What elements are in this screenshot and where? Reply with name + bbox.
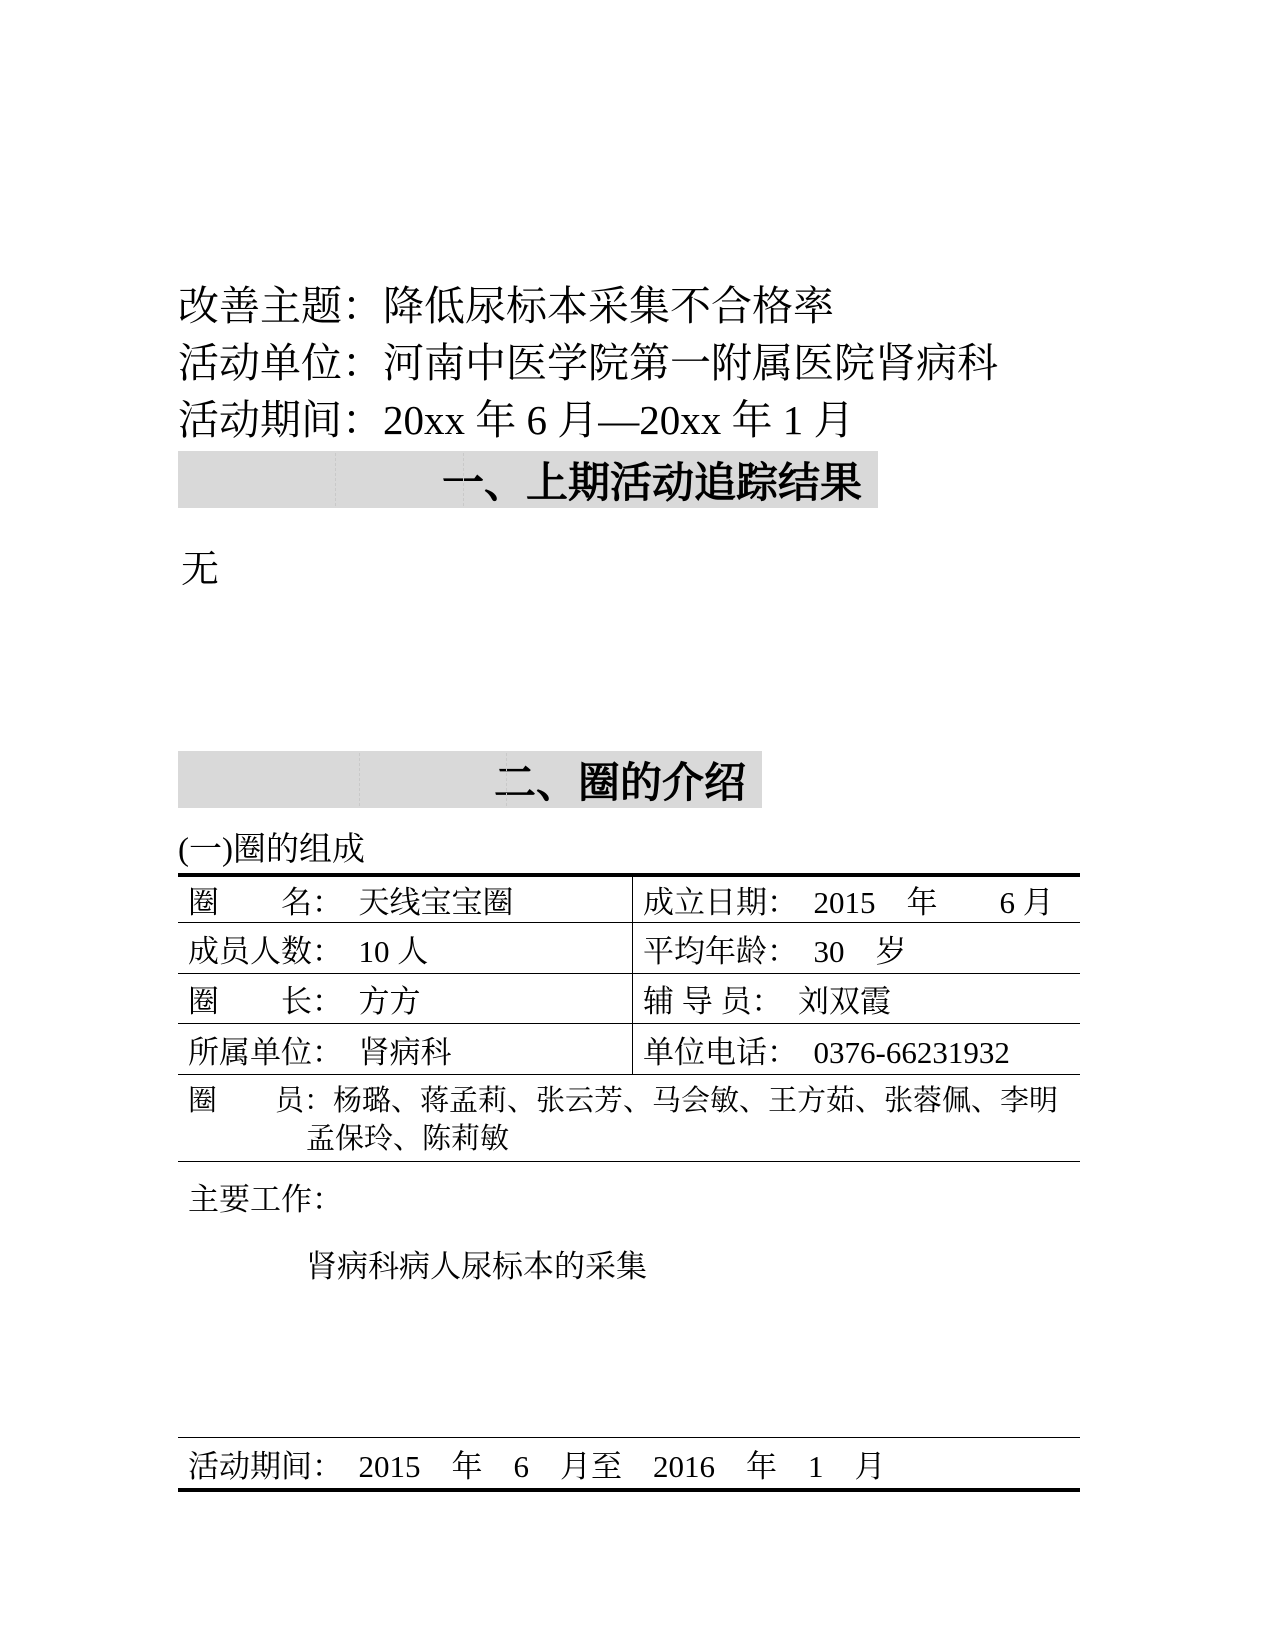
circle-name-cell: 圈 名： 天线宝宝圈: [178, 877, 633, 922]
founding-date-cell: 成立日期： 2015 年 6 月: [643, 885, 1054, 920]
tab-stop-mark: [359, 753, 360, 806]
table-row: [178, 923, 1080, 974]
document-header: [178, 278, 998, 449]
activity-period-row: [178, 1438, 1080, 1488]
tab-stop-mark: [335, 453, 336, 506]
section1-heading: 一、上期活动追踪结果: [441, 460, 862, 507]
table-row: [178, 974, 1080, 1024]
member-count-cell: 成员人数： 10 人: [178, 923, 633, 973]
section2-heading-band: [178, 751, 762, 808]
average-age-cell: 平均年龄： 30 岁: [643, 933, 907, 969]
affiliation-cell: 所属单位： 肾病科: [178, 1024, 633, 1074]
main-work-row: [178, 1162, 1080, 1438]
activity-period-cell: 活动期间： 2015 年 6 月至 2016 年 1 月: [188, 1448, 886, 1484]
table-row: [178, 877, 1080, 923]
advisor-cell: 辅 导 员： 刘双霞: [643, 984, 891, 1019]
unit-phone-cell: 单位电话： 0376-66231932: [643, 1034, 1010, 1070]
members-line-2: 孟保玲、陈莉敏: [306, 1123, 510, 1155]
section1-heading-band: [178, 451, 878, 508]
table-row: [178, 1024, 1080, 1075]
main-work-value: 肾病科病人尿标本的采集: [306, 1249, 647, 1284]
header-line-activity-unit: 活动单位：河南中医学院第一附属医院肾病科: [178, 340, 998, 386]
header-line-improvement-theme: 改善主题：降低尿标本采集不合格率: [178, 283, 834, 329]
tab-stop-mark: [463, 453, 464, 506]
circle-info-table: [178, 873, 1080, 1492]
section2-heading: 二、圈的介绍: [493, 760, 746, 807]
members-line-1: 圈 员：杨璐、蒋孟莉、张云芳、马会敏、王方茹、张蓉佩、李明: [188, 1085, 1059, 1117]
header-line-activity-period: 活动期间：20xx 年 6 月—20xx 年 1 月: [178, 397, 855, 443]
tab-stop-mark: [506, 753, 507, 806]
main-work-label: 主要工作：: [188, 1182, 343, 1217]
members-row: [178, 1075, 1080, 1162]
section1-body: 无: [181, 549, 220, 591]
circle-leader-cell: 圈 长： 方方: [178, 974, 633, 1023]
subsection-title: (一)圈的组成: [178, 832, 365, 868]
